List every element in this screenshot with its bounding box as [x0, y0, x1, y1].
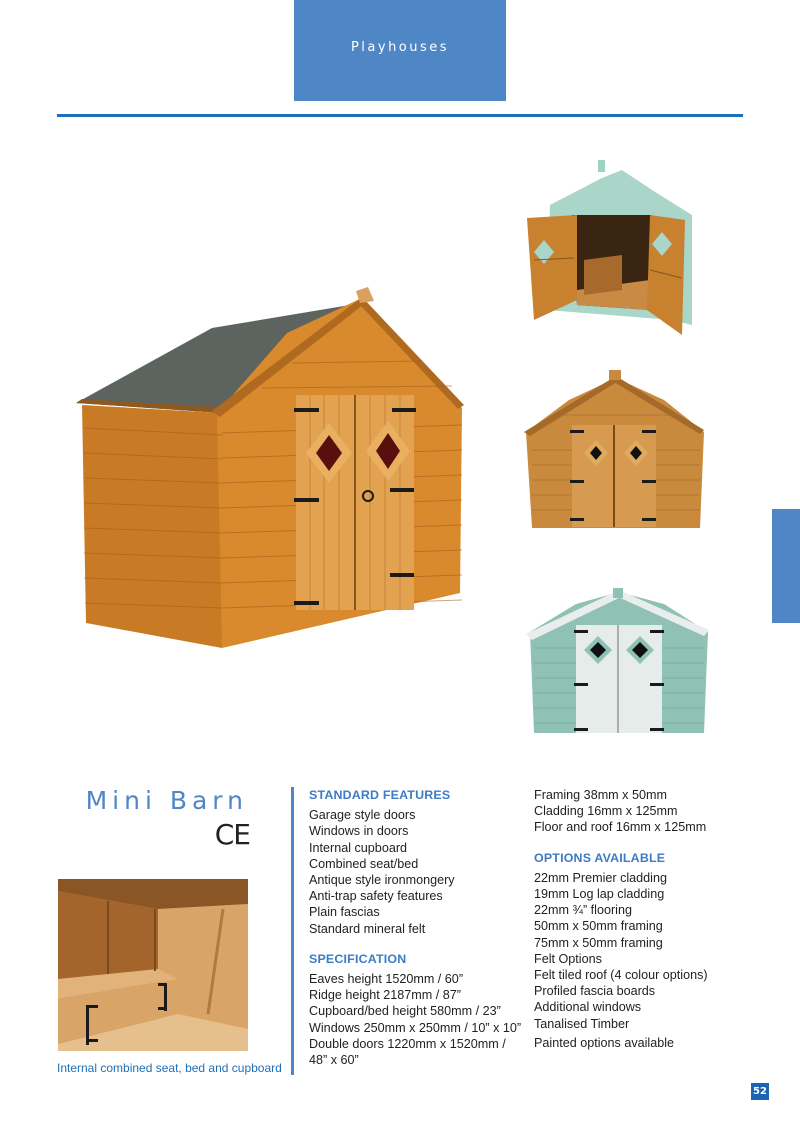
- materials-options-column: [534, 787, 754, 1051]
- page-number: 52: [751, 1083, 769, 1100]
- header-divider: [57, 114, 743, 117]
- column-divider: [291, 787, 294, 1075]
- product-name: Mini Barn: [85, 786, 248, 815]
- list-item: 22mm ¾” flooring: [534, 903, 632, 918]
- list-item: Felt tiled roof (4 colour options): [534, 968, 708, 983]
- list-item: 22mm Premier cladding: [534, 870, 667, 885]
- interior-caption: Internal combined seat, bed and cupboard: [57, 1061, 282, 1075]
- section-title: Playhouses: [350, 40, 450, 55]
- options-heading: OPTIONS AVAILABLE: [534, 850, 666, 865]
- standard-features-heading: STANDARD FEATURES: [309, 788, 451, 802]
- materials-list: [534, 787, 754, 836]
- list-item: Additional windows: [534, 1000, 642, 1015]
- list-item: Windows 250mm x 250mm / 10” x 10”: [309, 1020, 522, 1035]
- ce-mark-icon: CE: [214, 818, 250, 851]
- list-item: Framing 38mm x 50mm: [534, 788, 667, 802]
- front-view-stained-image: [524, 370, 704, 530]
- list-item: Profiled fascia boards: [534, 984, 656, 999]
- features-column: [309, 787, 529, 1068]
- section-header-tab: [294, 0, 506, 101]
- list-item: Internal cupboard: [309, 840, 408, 855]
- list-item: Floor and roof 16mm x 125mm: [534, 820, 707, 835]
- list-item: Anti-trap safety features: [309, 889, 443, 904]
- list-item: Standard mineral felt: [309, 921, 426, 936]
- list-item: Eaves height 1520mm / 60”: [309, 972, 464, 987]
- list-item: Antique style ironmongery: [309, 873, 455, 888]
- options-list: [534, 870, 754, 1051]
- list-item: 50mm x 50mm framing: [534, 919, 663, 934]
- list-item: Painted options available: [534, 1035, 675, 1050]
- section-side-tab: [772, 509, 800, 623]
- list-item: Felt Options: [534, 951, 602, 966]
- standard-features-list: [309, 807, 529, 937]
- list-item: 19mm Log lap cladding: [534, 887, 665, 902]
- list-item: Cladding 16mm x 125mm: [534, 804, 678, 819]
- list-item: Plain fascias: [309, 905, 380, 920]
- interior-image: [58, 879, 248, 1051]
- list-item: Combined seat/bed: [309, 856, 419, 871]
- list-item: Double doors 1220mm x 1520mm /: [309, 1036, 506, 1051]
- front-view-painted-image: [526, 588, 709, 733]
- list-item: Windows in doors: [309, 824, 409, 839]
- open-doors-image: [522, 160, 697, 335]
- specification-heading: SPECIFICATION: [309, 951, 407, 966]
- list-item: Ridge height 2187mm / 87”: [309, 988, 461, 1003]
- list-item: Cupboard/bed height 580mm / 23”: [309, 1004, 501, 1019]
- list-item: 48” x 60”: [309, 1053, 359, 1068]
- list-item: 75mm x 50mm framing: [534, 935, 663, 950]
- main-product-image: [72, 283, 467, 668]
- list-item: Garage style doors: [309, 808, 416, 823]
- list-item: Tanalised Timber: [534, 1016, 630, 1031]
- specification-list: [309, 971, 529, 1068]
